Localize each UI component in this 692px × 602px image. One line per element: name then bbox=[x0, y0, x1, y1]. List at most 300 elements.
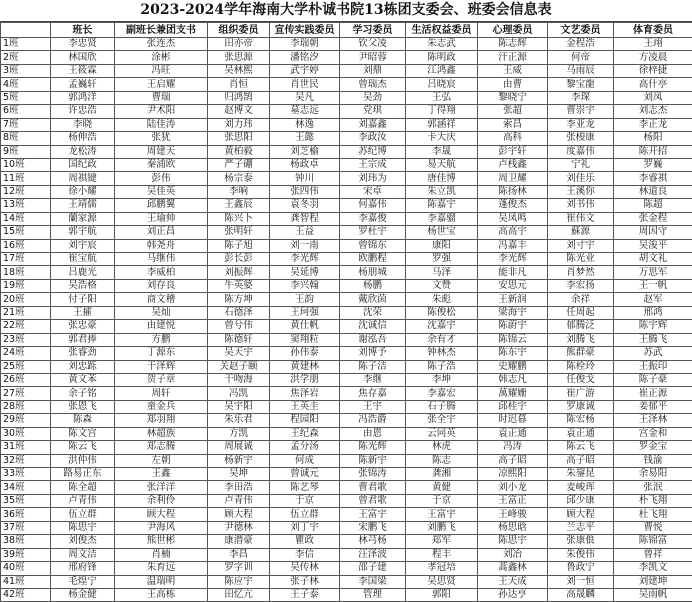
vice-monitor-cell[interactable]: 童金兵 bbox=[115, 400, 208, 413]
organization-cell[interactable]: 田忆亢 bbox=[208, 588, 270, 601]
study-cell[interactable]: 李国梁 bbox=[340, 575, 406, 588]
monitor-cell[interactable]: 杨伸浩 bbox=[51, 132, 115, 145]
vice-monitor-cell[interactable]: 王高栋 bbox=[115, 588, 208, 601]
publicity-cell[interactable]: 曾诚元 bbox=[270, 468, 340, 481]
organization-cell[interactable]: 赵博文 bbox=[208, 105, 270, 118]
sports-cell[interactable]: 李正龙 bbox=[614, 118, 692, 131]
life-cell[interactable]: 钟林杰 bbox=[406, 347, 478, 360]
organization-cell[interactable]: 陈德轩 bbox=[208, 333, 270, 346]
arts-cell[interactable]: 高晟麟 bbox=[548, 588, 614, 601]
publicity-cell[interactable]: 瞿政 bbox=[270, 535, 340, 548]
life-cell[interactable]: 陈明政 bbox=[406, 51, 478, 64]
monitor-cell[interactable]: 郭宇航 bbox=[51, 226, 115, 239]
vice-monitor-cell[interactable]: 陆佳涛 bbox=[115, 118, 208, 131]
vice-monitor-cell[interactable]: 涂彬 bbox=[115, 51, 208, 64]
vice-monitor-cell[interactable]: 郑羽翔 bbox=[115, 414, 208, 427]
sports-cell[interactable]: 苏武 bbox=[614, 347, 692, 360]
vice-monitor-cell[interactable]: 刘存良 bbox=[115, 279, 208, 292]
publicity-cell[interactable]: 吴传林 bbox=[270, 562, 340, 575]
vice-monitor-cell[interactable]: 张连杰 bbox=[115, 38, 208, 51]
publicity-cell[interactable]: 于京 bbox=[270, 494, 340, 507]
sports-cell[interactable]: 王振印 bbox=[614, 360, 692, 373]
class-cell[interactable]: 8班 bbox=[1, 132, 51, 145]
organization-cell[interactable]: 周展诚 bbox=[208, 441, 270, 454]
arts-cell[interactable]: 黎宝龍 bbox=[548, 78, 614, 91]
arts-cell[interactable]: 朱鋆昆 bbox=[548, 468, 614, 481]
life-cell[interactable]: 吴思贤 bbox=[406, 575, 478, 588]
vice-monitor-cell[interactable]: 温瑞明 bbox=[115, 575, 208, 588]
vice-monitor-cell[interactable]: 韩尧舟 bbox=[115, 239, 208, 252]
organization-cell[interactable]: 李田浩 bbox=[208, 481, 270, 494]
psychology-cell[interactable]: 陈锦云 bbox=[478, 333, 548, 346]
sports-cell[interactable]: 林道良 bbox=[614, 185, 692, 198]
vice-monitor-cell[interactable]: 尹海风 bbox=[115, 521, 208, 534]
arts-cell[interactable]: 刘腾飞 bbox=[548, 333, 614, 346]
organization-cell[interactable]: 康潜豪 bbox=[208, 535, 270, 548]
organization-cell[interactable]: 陈子旭 bbox=[208, 239, 270, 252]
vice-monitor-cell[interactable]: 方鹏 bbox=[115, 333, 208, 346]
vice-monitor-cell[interactable]: 周建天 bbox=[115, 145, 208, 158]
publicity-cell[interactable]: 李瑞朝 bbox=[270, 38, 340, 51]
sports-cell[interactable]: 罗巍 bbox=[614, 158, 692, 171]
psychology-cell[interactable]: 陈蔚宇 bbox=[478, 320, 548, 333]
class-cell[interactable]: 17班 bbox=[1, 253, 51, 266]
organization-cell[interactable]: 张思阳 bbox=[208, 132, 270, 145]
publicity-cell[interactable]: 伍立群 bbox=[270, 508, 340, 521]
monitor-cell[interactable]: 李晓 bbox=[51, 118, 115, 131]
psychology-cell[interactable]: 索昌 bbox=[478, 118, 548, 131]
sports-cell[interactable]: 罗金宝 bbox=[614, 441, 692, 454]
psychology-cell[interactable]: 张超 bbox=[478, 105, 548, 118]
study-cell[interactable]: 沈诚信 bbox=[340, 320, 406, 333]
life-cell[interactable]: 郭阳 bbox=[406, 588, 478, 601]
column-header-arts[interactable]: 文艺委员 bbox=[548, 23, 614, 38]
vice-monitor-cell[interactable]: 李威柏 bbox=[115, 266, 208, 279]
organization-cell[interactable]: 陈方坤 bbox=[208, 293, 270, 306]
vice-monitor-cell[interactable]: 吴灿 bbox=[115, 306, 208, 319]
arts-cell[interactable]: 余祥 bbox=[548, 293, 614, 306]
sports-cell[interactable]: 徐梓捷 bbox=[614, 64, 692, 77]
class-cell[interactable]: 19班 bbox=[1, 279, 51, 292]
monitor-cell[interactable]: 刘宇宸 bbox=[51, 239, 115, 252]
class-cell[interactable]: 14班 bbox=[1, 212, 51, 225]
class-cell[interactable]: 32班 bbox=[1, 454, 51, 467]
publicity-cell[interactable]: 窦翔粒 bbox=[270, 333, 340, 346]
sports-cell[interactable]: 陈宇辉 bbox=[614, 320, 692, 333]
organization-cell[interactable]: 吴坤 bbox=[208, 468, 270, 481]
monitor-cell[interactable]: 张睿劲 bbox=[51, 347, 115, 360]
arts-cell[interactable]: 罗康诚 bbox=[548, 400, 614, 413]
arts-cell[interactable]: 陈栓玲 bbox=[548, 360, 614, 373]
arts-cell[interactable]: 顾大程 bbox=[548, 508, 614, 521]
class-cell[interactable]: 42班 bbox=[1, 588, 51, 601]
publicity-cell[interactable]: 袁冬羽 bbox=[270, 199, 340, 212]
class-cell[interactable]: 28班 bbox=[1, 400, 51, 413]
psychology-cell[interactable]: 王威 bbox=[478, 64, 548, 77]
monitor-cell[interactable]: 王筱霖 bbox=[51, 64, 115, 77]
life-cell[interactable]: 孝冠培 bbox=[406, 562, 478, 575]
life-cell[interactable]: 李晟 bbox=[406, 145, 478, 158]
vice-monitor-cell[interactable]: 吴佳英 bbox=[115, 185, 208, 198]
psychology-cell[interactable]: 王峰骏 bbox=[478, 508, 548, 521]
class-cell[interactable]: 29班 bbox=[1, 414, 51, 427]
class-cell[interactable]: 16班 bbox=[1, 239, 51, 252]
organization-cell[interactable]: 李昌 bbox=[208, 548, 270, 561]
sports-cell[interactable]: 张泯 bbox=[614, 481, 692, 494]
publicity-cell[interactable]: 钟川 bbox=[270, 172, 340, 185]
study-cell[interactable]: 曾锦东 bbox=[340, 239, 406, 252]
psychology-cell[interactable]: 时迟暮 bbox=[478, 414, 548, 427]
publicity-cell[interactable]: 张四伟 bbox=[270, 185, 340, 198]
life-cell[interactable]: 郭涵祥 bbox=[406, 118, 478, 131]
sports-cell[interactable]: 杨阳 bbox=[614, 132, 692, 145]
arts-cell[interactable]: 刘书伟 bbox=[548, 199, 614, 212]
class-cell[interactable]: 35班 bbox=[1, 494, 51, 507]
class-cell[interactable]: 15班 bbox=[1, 226, 51, 239]
publicity-cell[interactable]: 刘一南 bbox=[270, 239, 340, 252]
publicity-cell[interactable]: 王懿 bbox=[270, 132, 340, 145]
sports-cell[interactable]: 王泽林 bbox=[614, 414, 692, 427]
study-cell[interactable]: 谢泓吾 bbox=[340, 333, 406, 346]
vice-monitor-cell[interactable]: 刘正昌 bbox=[115, 226, 208, 239]
life-cell[interactable]: 林虎 bbox=[406, 441, 478, 454]
study-cell[interactable]: 尹昭蓉 bbox=[340, 51, 406, 64]
study-cell[interactable]: 宋鹏飞 bbox=[340, 521, 406, 534]
column-header-monitor[interactable]: 班长 bbox=[51, 23, 115, 38]
sports-cell[interactable]: 杜飞翔 bbox=[614, 508, 692, 521]
vice-monitor-cell[interactable]: 周轩 bbox=[115, 387, 208, 400]
psychology-cell[interactable]: 袁正通 bbox=[478, 427, 548, 440]
arts-cell[interactable]: 陈宏杨 bbox=[548, 414, 614, 427]
psychology-cell[interactable]: 高高宇 bbox=[478, 226, 548, 239]
organization-cell[interactable]: 吴宇阳 bbox=[208, 400, 270, 413]
organization-cell[interactable]: 严子硼 bbox=[208, 158, 270, 171]
vice-monitor-cell[interactable]: 王启耀 bbox=[115, 78, 208, 91]
publicity-cell[interactable]: 杨政卓 bbox=[270, 158, 340, 171]
life-cell[interactable]: 朱志武 bbox=[406, 38, 478, 51]
life-cell[interactable]: 丁得翔 bbox=[406, 105, 478, 118]
class-cell[interactable]: 23班 bbox=[1, 333, 51, 346]
organization-cell[interactable]: 黄柏毅 bbox=[208, 145, 270, 158]
life-cell[interactable]: 黄健 bbox=[406, 481, 478, 494]
monitor-cell[interactable]: 刘俊杰 bbox=[51, 535, 115, 548]
monitor-cell[interactable]: 路易正东 bbox=[51, 468, 115, 481]
sports-cell[interactable]: 李睿祺 bbox=[614, 172, 692, 185]
life-cell[interactable]: 郑军 bbox=[406, 535, 478, 548]
life-cell[interactable]: 李嘉宏 bbox=[406, 387, 478, 400]
arts-cell[interactable]: 任周起 bbox=[548, 306, 614, 319]
study-cell[interactable]: 刘嘉鑫 bbox=[340, 118, 406, 131]
arts-cell[interactable]: 王溪你 bbox=[548, 185, 614, 198]
column-header-vice-monitor[interactable]: 副班长兼团支书 bbox=[115, 23, 208, 38]
psychology-cell[interactable]: 冯嘉丰 bbox=[478, 239, 548, 252]
class-cell[interactable]: 21班 bbox=[1, 306, 51, 319]
publicity-cell[interactable]: 林逸 bbox=[270, 118, 340, 131]
monitor-cell[interactable]: 杨金健 bbox=[51, 588, 115, 601]
publicity-cell[interactable]: 龚智程 bbox=[270, 212, 340, 225]
monitor-cell[interactable]: 陈思宇 bbox=[51, 521, 115, 534]
psychology-cell[interactable]: 高子昭 bbox=[478, 454, 548, 467]
life-cell[interactable]: 云同英 bbox=[406, 427, 478, 440]
vice-monitor-cell[interactable]: 余利伶 bbox=[115, 494, 208, 507]
monitor-cell[interactable]: 卢青伟 bbox=[51, 494, 115, 507]
life-cell[interactable]: 卡大庆 bbox=[406, 132, 478, 145]
study-cell[interactable]: 党琪 bbox=[340, 105, 406, 118]
psychology-cell[interactable]: 彭宇轩 bbox=[478, 145, 548, 158]
class-cell[interactable]: 24班 bbox=[1, 347, 51, 360]
publicity-cell[interactable]: 李信 bbox=[270, 548, 340, 561]
publicity-cell[interactable]: 王纪森 bbox=[270, 427, 340, 440]
publicity-cell[interactable]: 程园阳 bbox=[270, 414, 340, 427]
organization-cell[interactable]: 顾大程 bbox=[208, 508, 270, 521]
monitor-cell[interactable]: 陈云飞 bbox=[51, 441, 115, 454]
monitor-cell[interactable]: 付子阳 bbox=[51, 293, 115, 306]
class-cell[interactable]: 37班 bbox=[1, 521, 51, 534]
arts-cell[interactable]: 曹崇宇 bbox=[548, 105, 614, 118]
class-cell[interactable]: 31班 bbox=[1, 441, 51, 454]
monitor-cell[interactable]: 余子铭 bbox=[51, 387, 115, 400]
vice-monitor-cell[interactable]: 尹术阳 bbox=[115, 105, 208, 118]
sports-cell[interactable]: 王一帆 bbox=[614, 279, 692, 292]
psychology-cell[interactable]: 孙达亨 bbox=[478, 588, 548, 601]
monitor-cell[interactable]: 周祺键 bbox=[51, 172, 115, 185]
arts-cell[interactable]: 宁礼 bbox=[548, 158, 614, 171]
study-cell[interactable]: 陈新宇 bbox=[340, 454, 406, 467]
psychology-cell[interactable]: 卢栈鑫 bbox=[478, 158, 548, 171]
arts-cell[interactable]: 袁正通 bbox=[548, 427, 614, 440]
publicity-cell[interactable]: 王珂强 bbox=[270, 306, 340, 319]
arts-cell[interactable]: 邱少康 bbox=[548, 494, 614, 507]
life-cell[interactable]: 朱彪 bbox=[406, 293, 478, 306]
class-cell[interactable]: 38班 bbox=[1, 535, 51, 548]
study-cell[interactable]: 由恩 bbox=[340, 427, 406, 440]
sports-cell[interactable]: 姜郁平 bbox=[614, 400, 692, 413]
vice-monitor-cell[interactable]: 冯旺 bbox=[115, 64, 208, 77]
arts-cell[interactable]: 郁腾泛 bbox=[548, 320, 614, 333]
psychology-cell[interactable]: 蓬俊杰 bbox=[478, 199, 548, 212]
class-cell[interactable]: 41班 bbox=[1, 575, 51, 588]
organization-cell[interactable]: 卢青伟 bbox=[208, 494, 270, 507]
study-cell[interactable]: 张锦涛 bbox=[340, 468, 406, 481]
psychology-cell[interactable]: 李光辉 bbox=[478, 253, 548, 266]
publicity-cell[interactable]: 刘芝榆 bbox=[270, 145, 340, 158]
monitor-cell[interactable]: 孟巍轩 bbox=[51, 78, 115, 91]
organization-cell[interactable]: 杨新宇 bbox=[208, 454, 270, 467]
sports-cell[interactable]: 方凌晨 bbox=[614, 51, 692, 64]
study-cell[interactable]: 李政汝 bbox=[340, 132, 406, 145]
vice-monitor-cell[interactable]: 由建悦 bbox=[115, 320, 208, 333]
publicity-cell[interactable]: 王子泰 bbox=[270, 588, 340, 601]
organization-cell[interactable]: 牛英婆 bbox=[208, 279, 270, 292]
column-header-life[interactable]: 生活权益委员 bbox=[406, 23, 478, 38]
psychology-cell[interactable]: 邱桂宇 bbox=[478, 400, 548, 413]
study-cell[interactable]: 沈荣 bbox=[340, 306, 406, 319]
monitor-cell[interactable]: 陈森 bbox=[51, 414, 115, 427]
class-cell[interactable]: 1班 bbox=[1, 38, 51, 51]
arts-cell[interactable]: 张梭康 bbox=[548, 132, 614, 145]
psychology-cell[interactable]: 吴凤鸣 bbox=[478, 212, 548, 225]
sports-cell[interactable]: 胡文礼 bbox=[614, 253, 692, 266]
monitor-cell[interactable]: 张忠豪 bbox=[51, 320, 115, 333]
vice-monitor-cell[interactable]: 熊世彬 bbox=[115, 535, 208, 548]
life-cell[interactable]: 李嘉骝 bbox=[406, 212, 478, 225]
arts-cell[interactable]: 麦峻珲 bbox=[548, 481, 614, 494]
psychology-cell[interactable]: 王新润 bbox=[478, 293, 548, 306]
monitor-cell[interactable]: 毛煌宁 bbox=[51, 575, 115, 588]
monitor-cell[interactable]: 国纪政 bbox=[51, 158, 115, 171]
class-cell[interactable]: 13班 bbox=[1, 199, 51, 212]
organization-cell[interactable]: 吴天宇 bbox=[208, 347, 270, 360]
vice-monitor-cell[interactable]: 曹瑞 bbox=[115, 91, 208, 104]
psychology-cell[interactable]: 凉熙阳 bbox=[478, 468, 548, 481]
publicity-cell[interactable]: 黄建林 bbox=[270, 360, 340, 373]
sports-cell[interactable]: 陈超 bbox=[614, 199, 692, 212]
psychology-cell[interactable]: 刘小龙 bbox=[478, 481, 548, 494]
monitor-cell[interactable]: 黄文苯 bbox=[51, 373, 115, 386]
publicity-cell[interactable]: 洪学朋 bbox=[270, 373, 340, 386]
arts-cell[interactable]: 金程浩 bbox=[548, 38, 614, 51]
class-cell[interactable]: 34班 bbox=[1, 481, 51, 494]
publicity-cell[interactable]: 王英圭 bbox=[270, 400, 340, 413]
class-cell[interactable]: 30班 bbox=[1, 427, 51, 440]
arts-cell[interactable]: 肖梦然 bbox=[548, 266, 614, 279]
column-header-study[interactable]: 学习委员 bbox=[340, 23, 406, 38]
sports-cell[interactable]: 吴雨帆 bbox=[614, 588, 692, 601]
study-cell[interactable]: 陈光辉 bbox=[340, 441, 406, 454]
life-cell[interactable]: 罗强 bbox=[406, 253, 478, 266]
study-cell[interactable]: 邵子建 bbox=[340, 562, 406, 575]
column-header-organization[interactable]: 组织委员 bbox=[208, 23, 270, 38]
psychology-cell[interactable]: 王天成 bbox=[478, 575, 548, 588]
study-cell[interactable]: 汪泽波 bbox=[340, 548, 406, 561]
publicity-cell[interactable]: 王韵 bbox=[270, 293, 340, 306]
column-header-publicity[interactable]: 宣传实践委员 bbox=[270, 23, 340, 38]
monitor-cell[interactable]: 蘭家源 bbox=[51, 212, 115, 225]
psychology-cell[interactable]: 高科 bbox=[478, 132, 548, 145]
vice-monitor-cell[interactable]: 张洋洋 bbox=[115, 481, 208, 494]
class-cell[interactable]: 25班 bbox=[1, 360, 51, 373]
class-cell[interactable]: 12班 bbox=[1, 185, 51, 198]
sports-cell[interactable]: 余易阳 bbox=[614, 468, 692, 481]
organization-cell[interactable]: 杨宗泰 bbox=[208, 172, 270, 185]
life-cell[interactable]: 陈嘉宇 bbox=[406, 199, 478, 212]
arts-cell[interactable]: 鲁政宁 bbox=[548, 562, 614, 575]
monitor-cell[interactable]: 洪仲伟 bbox=[51, 454, 115, 467]
vice-monitor-cell[interactable]: 王鑫 bbox=[115, 468, 208, 481]
sports-cell[interactable]: 吴浚平 bbox=[614, 239, 692, 252]
vice-monitor-cell[interactable]: 肖楠 bbox=[115, 548, 208, 561]
psychology-cell[interactable]: 杨思晗 bbox=[478, 521, 548, 534]
publicity-cell[interactable]: 焦泽岩 bbox=[270, 387, 340, 400]
sports-cell[interactable]: 张金程 bbox=[614, 212, 692, 225]
publicity-cell[interactable]: 王益 bbox=[270, 226, 340, 239]
class-cell[interactable]: 20班 bbox=[1, 293, 51, 306]
class-cell[interactable]: 36班 bbox=[1, 508, 51, 521]
psychology-cell[interactable]: 萬耀姗 bbox=[478, 387, 548, 400]
study-cell[interactable]: 曾瑞杰 bbox=[340, 78, 406, 91]
life-cell[interactable]: 王弘 bbox=[406, 91, 478, 104]
column-header-class[interactable] bbox=[1, 23, 51, 38]
sports-cell[interactable]: 周因守 bbox=[614, 226, 692, 239]
life-cell[interactable]: 马泽 bbox=[406, 266, 478, 279]
class-cell[interactable]: 33班 bbox=[1, 468, 51, 481]
vice-monitor-cell[interactable]: 邱鹏翼 bbox=[115, 199, 208, 212]
sports-cell[interactable]: 陈开招 bbox=[614, 145, 692, 158]
publicity-cell[interactable]: 陈艺琴 bbox=[270, 481, 340, 494]
class-cell[interactable]: 6班 bbox=[1, 105, 51, 118]
sports-cell[interactable]: 陈锦富 bbox=[614, 535, 692, 548]
publicity-cell[interactable]: 肖世民 bbox=[270, 78, 340, 91]
monitor-cell[interactable]: 王攉 bbox=[51, 306, 115, 319]
organization-cell[interactable]: 曾兮伟 bbox=[208, 320, 270, 333]
column-header-psychology[interactable]: 心理委员 bbox=[478, 23, 548, 38]
psychology-cell[interactable]: 史耀鹏 bbox=[478, 360, 548, 373]
sports-cell[interactable]: 朴飞翔 bbox=[614, 494, 692, 507]
class-cell[interactable]: 22班 bbox=[1, 320, 51, 333]
column-header-sports[interactable]: 体育委员 bbox=[614, 23, 692, 38]
life-cell[interactable]: 陈子浩 bbox=[406, 360, 478, 373]
arts-cell[interactable]: 刘佳乐 bbox=[548, 172, 614, 185]
publicity-cell[interactable]: 武宇婷 bbox=[270, 64, 340, 77]
monitor-cell[interactable]: 吴浩格 bbox=[51, 279, 115, 292]
class-cell[interactable]: 40班 bbox=[1, 562, 51, 575]
arts-cell[interactable]: 李琛 bbox=[548, 91, 614, 104]
publicity-cell[interactable]: 墓志远 bbox=[270, 105, 340, 118]
study-cell[interactable]: 曹君歌 bbox=[340, 481, 406, 494]
study-cell[interactable]: 王富宇 bbox=[340, 508, 406, 521]
life-cell[interactable]: 沈嘉宇 bbox=[406, 320, 478, 333]
organization-cell[interactable]: 尹德林 bbox=[208, 521, 270, 534]
life-cell[interactable]: 石子腾 bbox=[406, 400, 478, 413]
vice-monitor-cell[interactable]: 丁源东 bbox=[115, 347, 208, 360]
arts-cell[interactable]: 陈云飞 bbox=[548, 441, 614, 454]
sports-cell[interactable]: 王翊 bbox=[614, 38, 692, 51]
arts-cell[interactable]: 度嘉伟 bbox=[548, 145, 614, 158]
publicity-cell[interactable]: 吴延博 bbox=[270, 266, 340, 279]
organization-cell[interactable]: 张明轩 bbox=[208, 226, 270, 239]
organization-cell[interactable]: 肖恒 bbox=[208, 78, 270, 91]
organization-cell[interactable]: 归鸿鹄 bbox=[208, 91, 270, 104]
study-cell[interactable]: 刘博予 bbox=[340, 347, 406, 360]
organization-cell[interactable]: 罗字训 bbox=[208, 562, 270, 575]
class-cell[interactable]: 18班 bbox=[1, 266, 51, 279]
psychology-cell[interactable]: 蒿鑫林 bbox=[478, 562, 548, 575]
study-cell[interactable]: 欧鹏程 bbox=[340, 253, 406, 266]
psychology-cell[interactable]: 陈扬林 bbox=[478, 185, 548, 198]
psychology-cell[interactable]: 陈志辉 bbox=[478, 38, 548, 51]
study-cell[interactable]: 何嘉伟 bbox=[340, 199, 406, 212]
arts-cell[interactable]: 兰志平 bbox=[548, 521, 614, 534]
arts-cell[interactable]: 蘇源 bbox=[548, 226, 614, 239]
arts-cell[interactable]: 朱俊伟 bbox=[548, 548, 614, 561]
monitor-cell[interactable]: 李忠贤 bbox=[51, 38, 115, 51]
psychology-cell[interactable]: 汗正源 bbox=[478, 51, 548, 64]
arts-cell[interactable]: 马雨辰 bbox=[548, 64, 614, 77]
psychology-cell[interactable]: 韩志凡 bbox=[478, 373, 548, 386]
study-cell[interactable]: 刘鼎 bbox=[340, 64, 406, 77]
sports-cell[interactable]: 邢鸿 bbox=[614, 306, 692, 319]
monitor-cell[interactable]: 陈文宫 bbox=[51, 427, 115, 440]
monitor-cell[interactable]: 吕鹿光 bbox=[51, 266, 115, 279]
study-cell[interactable]: 戴欣茵 bbox=[340, 293, 406, 306]
arts-cell[interactable]: 高子昭 bbox=[548, 454, 614, 467]
life-cell[interactable]: 朱立凯 bbox=[406, 185, 478, 198]
publicity-cell[interactable]: 李兴翰 bbox=[270, 279, 340, 292]
monitor-cell[interactable]: 林国欣 bbox=[51, 51, 115, 64]
publicity-cell[interactable]: 潘铭汐 bbox=[270, 51, 340, 64]
life-cell[interactable]: 唐佳博 bbox=[406, 172, 478, 185]
arts-cell[interactable]: 刘寸宇 bbox=[548, 239, 614, 252]
